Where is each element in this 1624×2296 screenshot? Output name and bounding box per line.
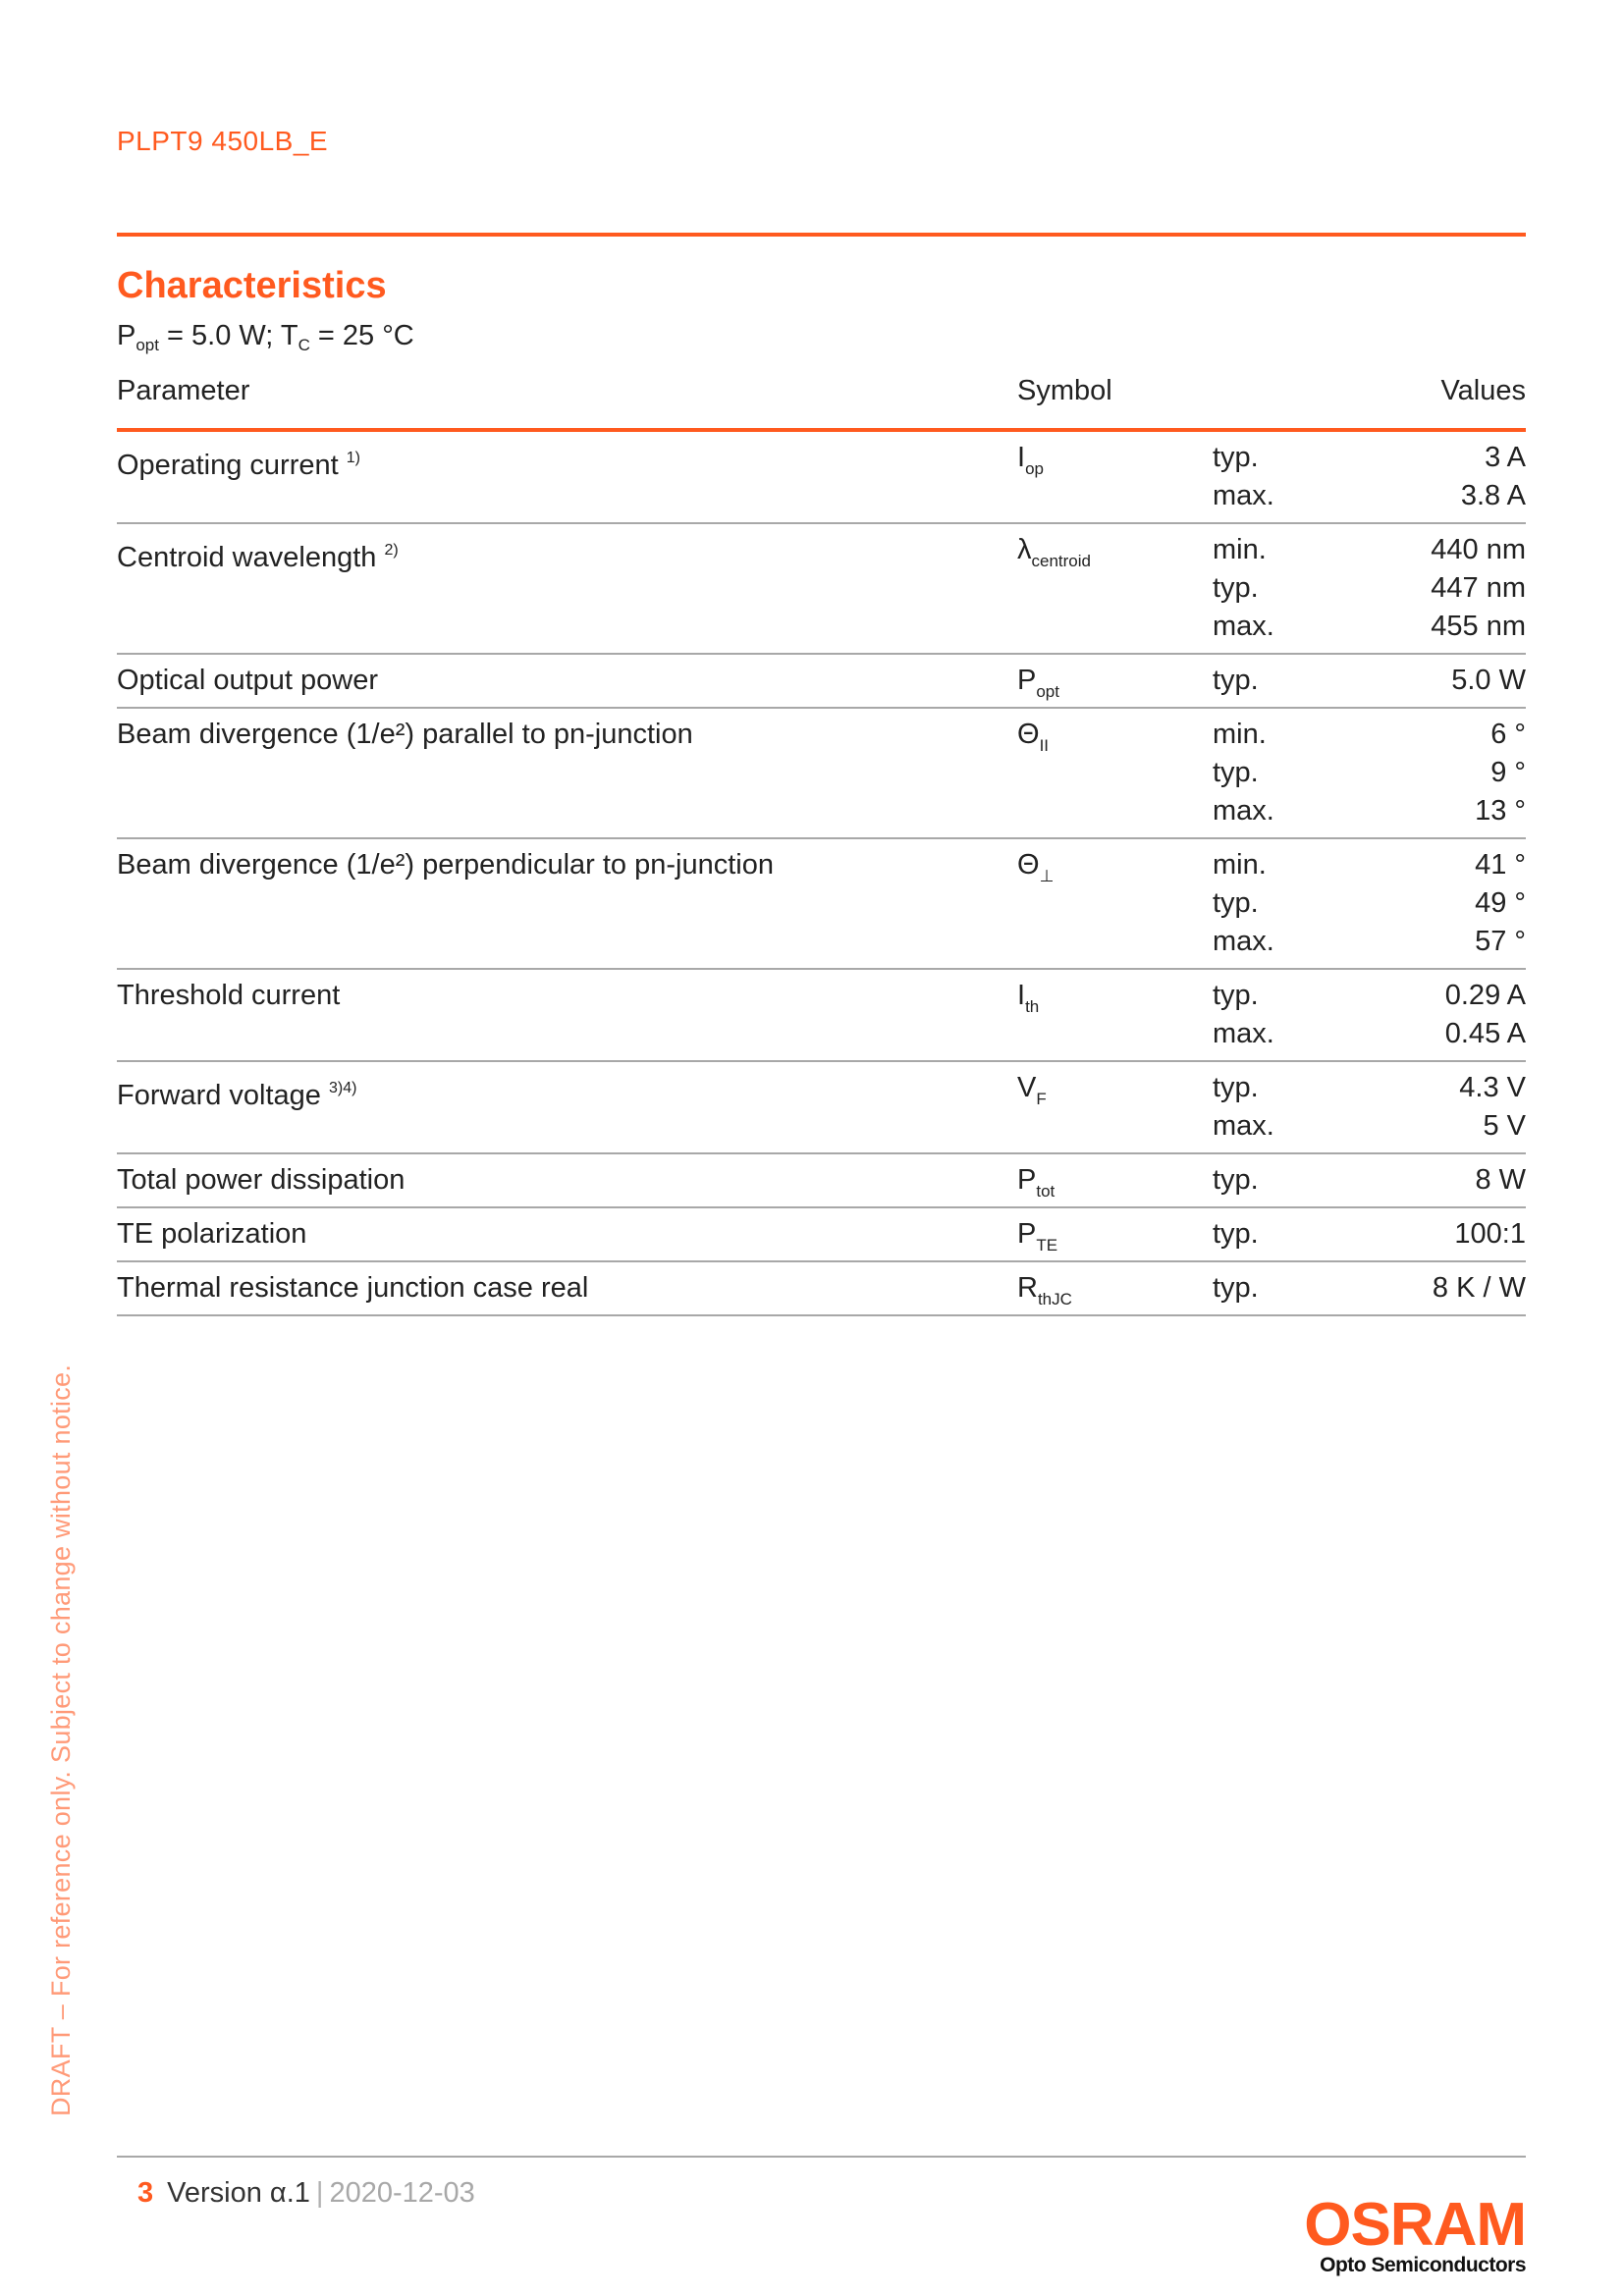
- row-parameter: Forward voltage $^{3)4)}$: [117, 1080, 357, 1111]
- row-parameter: Beam divergence (1/e²) parallel to pn-junction: [117, 719, 693, 750]
- row-symbol: $I_{op}$: [1017, 442, 1044, 478]
- footer-rule: [117, 2156, 1526, 2158]
- row-values: [1459, 1069, 1526, 1146]
- value: 100:1: [1454, 1218, 1526, 1250]
- row-qualifiers: [1213, 977, 1274, 1053]
- document-id: PLPT9 450LB_E: [117, 126, 329, 156]
- row-values: [1475, 1161, 1526, 1200]
- qualifier: max.: [1213, 795, 1274, 827]
- row-qualifiers: [1213, 662, 1259, 700]
- value: 5.0 W: [1451, 665, 1526, 696]
- value: 455 nm: [1431, 611, 1526, 642]
- qualifier: typ.: [1213, 442, 1259, 473]
- row-symbol: $P_{opt}$: [1017, 665, 1059, 701]
- qualifier: typ.: [1213, 887, 1259, 919]
- logo-wordmark: OSRAM: [1304, 2191, 1526, 2259]
- table-row: [117, 1262, 1526, 1316]
- value: 8 K / W: [1432, 1272, 1526, 1304]
- table-row: [117, 1154, 1526, 1208]
- row-symbol: $P_{TE}$: [1017, 1218, 1058, 1255]
- qualifier: max.: [1213, 611, 1274, 642]
- qualifier: typ.: [1213, 1272, 1259, 1304]
- value: 13 °: [1475, 795, 1526, 827]
- value: 0.29 A: [1444, 980, 1526, 1011]
- row-values: [1475, 716, 1526, 830]
- release-date: 2020-12-03: [329, 2177, 475, 2209]
- value: 9 °: [1490, 757, 1526, 788]
- qualifier: min.: [1213, 849, 1267, 881]
- value: 49 °: [1475, 887, 1526, 919]
- row-symbol: $\lambda_{centroid}$: [1017, 534, 1091, 570]
- header-rule: [117, 233, 1526, 237]
- row-symbol: $\Theta_\perp$: [1017, 849, 1055, 885]
- row-values: [1461, 439, 1526, 515]
- row-symbol: $V_F$: [1017, 1072, 1047, 1108]
- value: 41 °: [1475, 849, 1526, 881]
- table-row: [117, 970, 1526, 1062]
- row-qualifiers: [1213, 846, 1274, 961]
- page-number: 3: [137, 2177, 154, 2209]
- value: 440 nm: [1431, 534, 1526, 565]
- qualifier: max.: [1213, 1018, 1274, 1049]
- value: 57 °: [1475, 926, 1526, 957]
- qualifier: min.: [1213, 719, 1267, 750]
- qualifier: typ.: [1213, 1072, 1259, 1103]
- row-symbol: $R_{thJC}$: [1017, 1272, 1072, 1308]
- value: 447 nm: [1431, 572, 1526, 604]
- qualifier: typ.: [1213, 1164, 1259, 1196]
- footer: [137, 2177, 475, 2210]
- qualifier: typ.: [1213, 1218, 1259, 1250]
- row-values: [1445, 977, 1526, 1053]
- row-parameter: Optical output power: [117, 665, 378, 696]
- row-qualifiers: [1213, 531, 1274, 646]
- draft-watermark: DRAFT – For reference only. Subject to change without notice.: [46, 1363, 76, 2116]
- value: 5 V: [1483, 1110, 1526, 1142]
- characteristics-table: [117, 432, 1526, 1316]
- row-symbol: $P_{tot}$: [1017, 1164, 1056, 1201]
- row-symbol: $\Theta_{II}$: [1017, 719, 1050, 755]
- value: 6 °: [1490, 719, 1526, 750]
- table-row: [117, 524, 1526, 655]
- row-qualifiers: [1213, 1269, 1259, 1308]
- row-values: [1433, 1269, 1526, 1308]
- column-header-symbol: Symbol: [1017, 375, 1112, 406]
- qualifier: typ.: [1213, 757, 1259, 788]
- row-qualifiers: [1213, 1161, 1259, 1200]
- row-parameter: TE polarization: [117, 1218, 307, 1250]
- logo-subtitle: Opto Semiconductors: [1320, 2254, 1526, 2276]
- test-conditions: $P_{opt} = 5.0$ W; $T_C = 25$ °C: [117, 320, 414, 354]
- row-values: [1475, 846, 1526, 961]
- table-row: [117, 432, 1526, 524]
- table-row: [117, 709, 1526, 839]
- value: 8 W: [1475, 1164, 1526, 1196]
- table-row: [117, 1062, 1526, 1154]
- value: 4.3 V: [1459, 1072, 1526, 1103]
- table-row: [117, 1208, 1526, 1262]
- table-row: [117, 839, 1526, 970]
- qualifier: max.: [1213, 1110, 1274, 1142]
- row-values: [1431, 531, 1526, 646]
- row-parameter: Operating current $^{1)}$: [117, 450, 360, 481]
- qualifier: min.: [1213, 534, 1267, 565]
- qualifier: max.: [1213, 926, 1274, 957]
- qualifier: typ.: [1213, 665, 1259, 696]
- qualifier: typ.: [1213, 572, 1259, 604]
- column-header-parameter: Parameter: [117, 375, 250, 406]
- value: 0.45 A: [1444, 1018, 1526, 1049]
- row-values: [1451, 662, 1526, 700]
- row-qualifiers: [1213, 1069, 1274, 1146]
- row-parameter: Centroid wavelength $^{2)}$: [117, 542, 399, 573]
- row-qualifiers: [1213, 439, 1274, 515]
- row-qualifiers: [1213, 716, 1274, 830]
- value: 3.8 A: [1460, 480, 1526, 511]
- version-label: Version α.1: [167, 2177, 310, 2209]
- row-parameter: Thermal resistance junction case real: [117, 1272, 589, 1304]
- value: 3 A: [1485, 442, 1526, 473]
- row-symbol: $I_{th}$: [1017, 980, 1040, 1016]
- row-qualifiers: [1213, 1215, 1259, 1254]
- osram-logo: [1304, 2191, 1526, 2277]
- table-row: [117, 655, 1526, 709]
- row-parameter: Total power dissipation: [117, 1164, 406, 1196]
- row-parameter: Beam divergence (1/e²) perpendicular to pn-junction: [117, 849, 774, 881]
- qualifier: max.: [1213, 480, 1274, 511]
- row-parameter: Threshold current: [117, 980, 341, 1011]
- column-header-values: Values: [1440, 375, 1526, 406]
- row-values: [1454, 1215, 1526, 1254]
- section-title: Characteristics: [117, 265, 387, 306]
- footer-separator: |: [315, 2177, 324, 2209]
- qualifier: typ.: [1213, 980, 1259, 1011]
